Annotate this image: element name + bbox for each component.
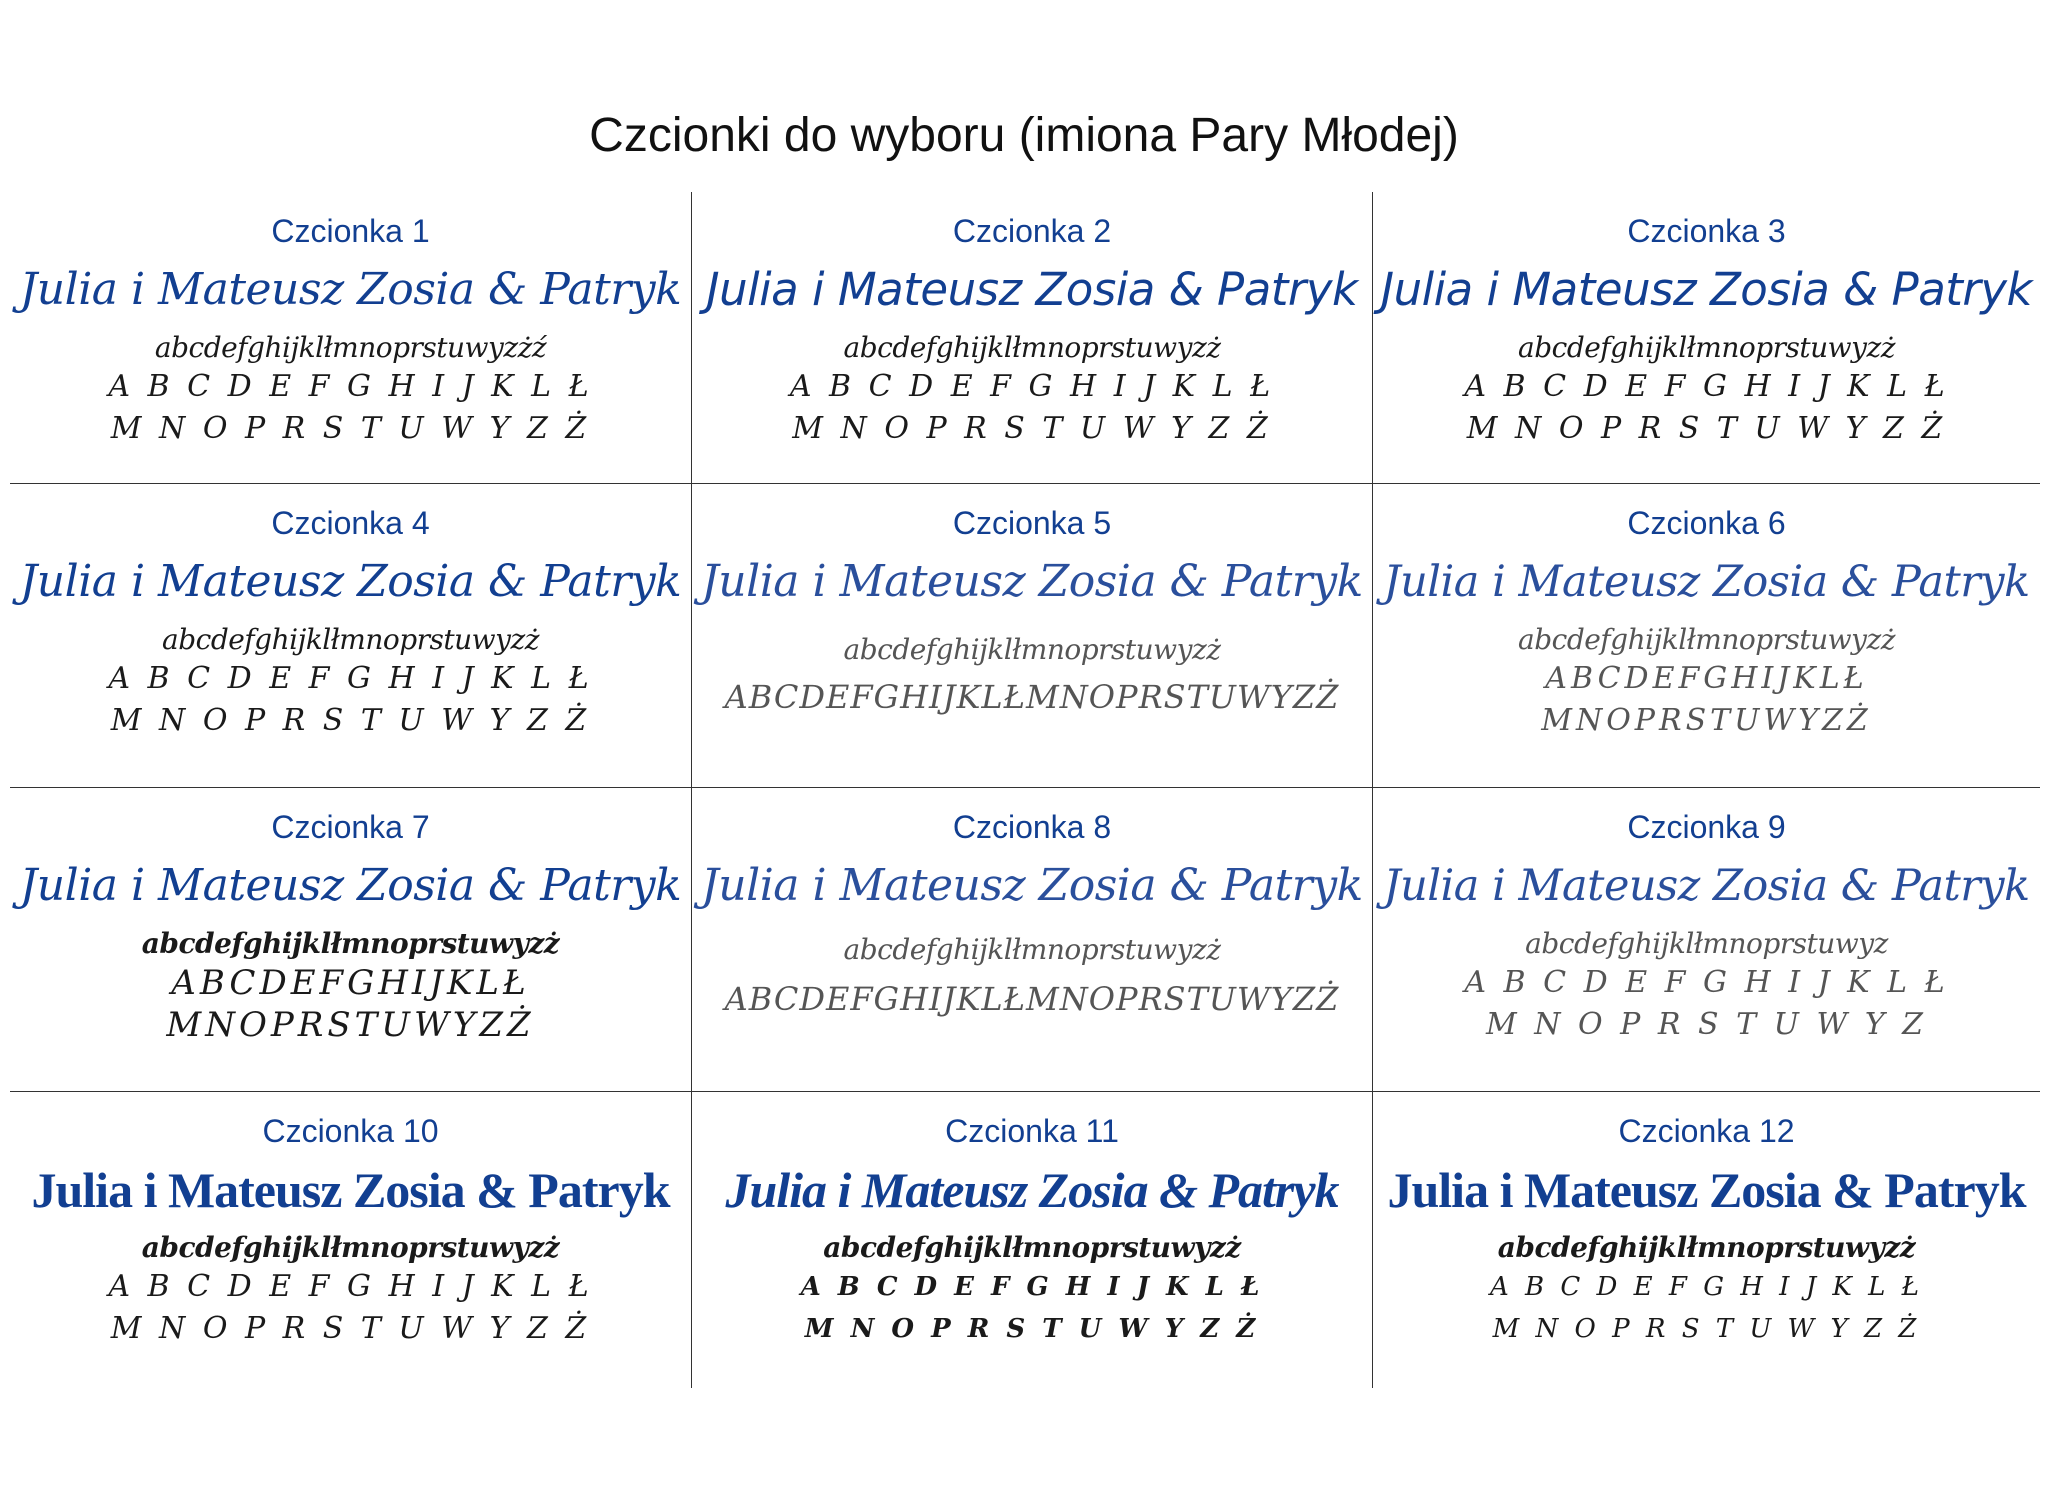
font-card-4 — [10, 484, 692, 788]
font-label: Czcionka 3 — [1627, 213, 1786, 249]
font-card-3 — [1373, 192, 2040, 484]
uppercase-alphabet-line-2: M N O P R S T U W Y Z Ż — [1492, 1314, 1921, 1344]
font-card-12 — [1373, 1092, 2040, 1388]
uppercase-alphabet-line-1: A B C D E F G H I J K L Ł — [108, 369, 593, 404]
uppercase-alphabet-line-1: A B C D E F G H I J K L Ł — [1464, 369, 1949, 404]
font-card-2 — [692, 192, 1373, 484]
names-sample: Julia i Mateusz Zosia & Patryk — [1383, 557, 2030, 607]
font-card-6 — [1373, 484, 2040, 788]
uppercase-alphabet-line-1: A B C D E F G H I J K L Ł — [800, 1272, 1264, 1302]
uppercase-alphabet-line-1: ABCDEFGHIJKLŁ — [1545, 661, 1868, 696]
uppercase-alphabet-line-1: ABCDEFGHIJKLŁMNOPRSTUWYZŻ — [724, 678, 1340, 716]
font-card-5 — [692, 484, 1373, 788]
font-label: Czcionka 11 — [945, 1113, 1119, 1149]
font-label: Czcionka 1 — [271, 213, 430, 249]
names-sample: Julia i Mateusz Zosia & Patryk — [1387, 1162, 2026, 1218]
lowercase-alphabet: abcdefghijklłmnoprstuwyzż — [141, 927, 560, 960]
lowercase-alphabet: abcdefghijklłmnoprstuwyz — [1525, 927, 1888, 960]
uppercase-alphabet-line-2: MNOPRSTUWYZŻ — [1541, 703, 1872, 738]
names-sample: Julia i Mateusz Zosia & Patryk — [701, 860, 1363, 911]
font-card-1 — [10, 192, 692, 484]
lowercase-alphabet: abcdefghijklłmnoprstuwyzż — [843, 933, 1221, 966]
lowercase-alphabet: abcdefghijklłmnoprstuwyzż — [1518, 623, 1895, 656]
uppercase-alphabet-line-2: M N O P R S T U W Y Z — [1485, 1007, 1928, 1042]
font-label: Czcionka 5 — [952, 505, 1112, 541]
names-sample: Julia i Mateusz Zosia & Patryk — [19, 264, 682, 315]
uppercase-alphabet-line-2: M N O P R S T U W Y Z Ż — [110, 703, 591, 738]
names-sample: Julia i Mateusz Zosia & Patryk — [1383, 861, 2030, 911]
font-card-7 — [10, 788, 692, 1092]
lowercase-alphabet: abcdefghijklłmnoprstuwyzż — [823, 1231, 1241, 1264]
font-label: Czcionka 10 — [262, 1113, 439, 1149]
font-label: Czcionka 4 — [271, 505, 430, 541]
font-card-10 — [10, 1092, 692, 1388]
uppercase-alphabet-line-2: M N O P R S T U W Y Z Ż — [110, 411, 591, 446]
font-label: Czcionka 2 — [952, 213, 1112, 249]
names-sample: Julia i Mateusz Zosia & Patryk — [1380, 263, 2033, 316]
names-sample: Julia i Mateusz Zosia & Patryk — [19, 860, 682, 911]
font-label: Czcionka 6 — [1627, 505, 1786, 541]
font-card-8 — [692, 788, 1373, 1092]
uppercase-alphabet-line-1: A B C D E F G H I J K L Ł — [1489, 1272, 1924, 1302]
lowercase-alphabet: abcdefghijklłmnoprstuwyzż — [843, 331, 1221, 364]
font-card-9 — [1373, 788, 2040, 1092]
names-sample: Julia i Mateusz Zosia & Patryk — [31, 1162, 670, 1218]
uppercase-alphabet-line-1: A B C D E F G H I J K L Ł — [108, 661, 593, 696]
font-label: Czcionka 12 — [1618, 1113, 1795, 1149]
names-sample: Julia i Mateusz Zosia & Patryk — [701, 556, 1363, 607]
uppercase-alphabet-line-2: MNOPRSTUWYZŻ — [166, 1005, 535, 1045]
uppercase-alphabet-line-1: A B C D E F G H I J K L Ł — [789, 369, 1275, 404]
lowercase-alphabet: abcdefghijklłmnoprstuwyzż — [843, 633, 1221, 666]
uppercase-alphabet-line-2: M N O P R S T U W Y Z Ż — [792, 411, 1272, 446]
page-title: Czcionki do wyboru (imiona Pary Młodej) — [589, 109, 1459, 162]
names-sample: Julia i Mateusz Zosia & Patryk — [19, 556, 682, 607]
names-sample: Julia i Mateusz Zosia & Patryk — [706, 263, 1358, 316]
font-card-11 — [692, 1092, 1373, 1388]
font-label: Czcionka 7 — [271, 809, 430, 845]
names-sample: Julia i Mateusz Zosia & Patryk — [725, 1162, 1339, 1218]
uppercase-alphabet-line-1: A B C D E F G H I J K L Ł — [1464, 965, 1949, 1000]
font-grid — [10, 192, 2040, 1388]
uppercase-alphabet-line-1: A B C D E F G H I J K L Ł — [108, 1269, 593, 1304]
uppercase-alphabet-line-1: ABCDEFGHIJKLŁ — [171, 963, 530, 1003]
lowercase-alphabet: abcdefghijklłmnoprstuwyzż — [162, 623, 539, 656]
lowercase-alphabet: abcdefghijklłmnoprstuwyzż — [1497, 1231, 1916, 1264]
uppercase-alphabet-line-1: ABCDEFGHIJKLŁMNOPRSTUWYZŻ — [724, 980, 1340, 1018]
uppercase-alphabet-line-2: M N O P R S T U W Y Z Ż — [804, 1314, 1260, 1344]
lowercase-alphabet: abcdefghijklłmnoprstuwyzżź — [154, 331, 547, 364]
font-label: Czcionka 9 — [1627, 809, 1786, 845]
font-label: Czcionka 8 — [952, 809, 1112, 845]
uppercase-alphabet-line-2: M N O P R S T U W Y Z Ż — [110, 1311, 591, 1346]
lowercase-alphabet: abcdefghijklłmnoprstuwyzż — [141, 1231, 560, 1264]
uppercase-alphabet-line-2: M N O P R S T U W Y Z Ż — [1466, 411, 1947, 446]
lowercase-alphabet: abcdefghijklłmnoprstuwyzż — [1518, 331, 1895, 364]
